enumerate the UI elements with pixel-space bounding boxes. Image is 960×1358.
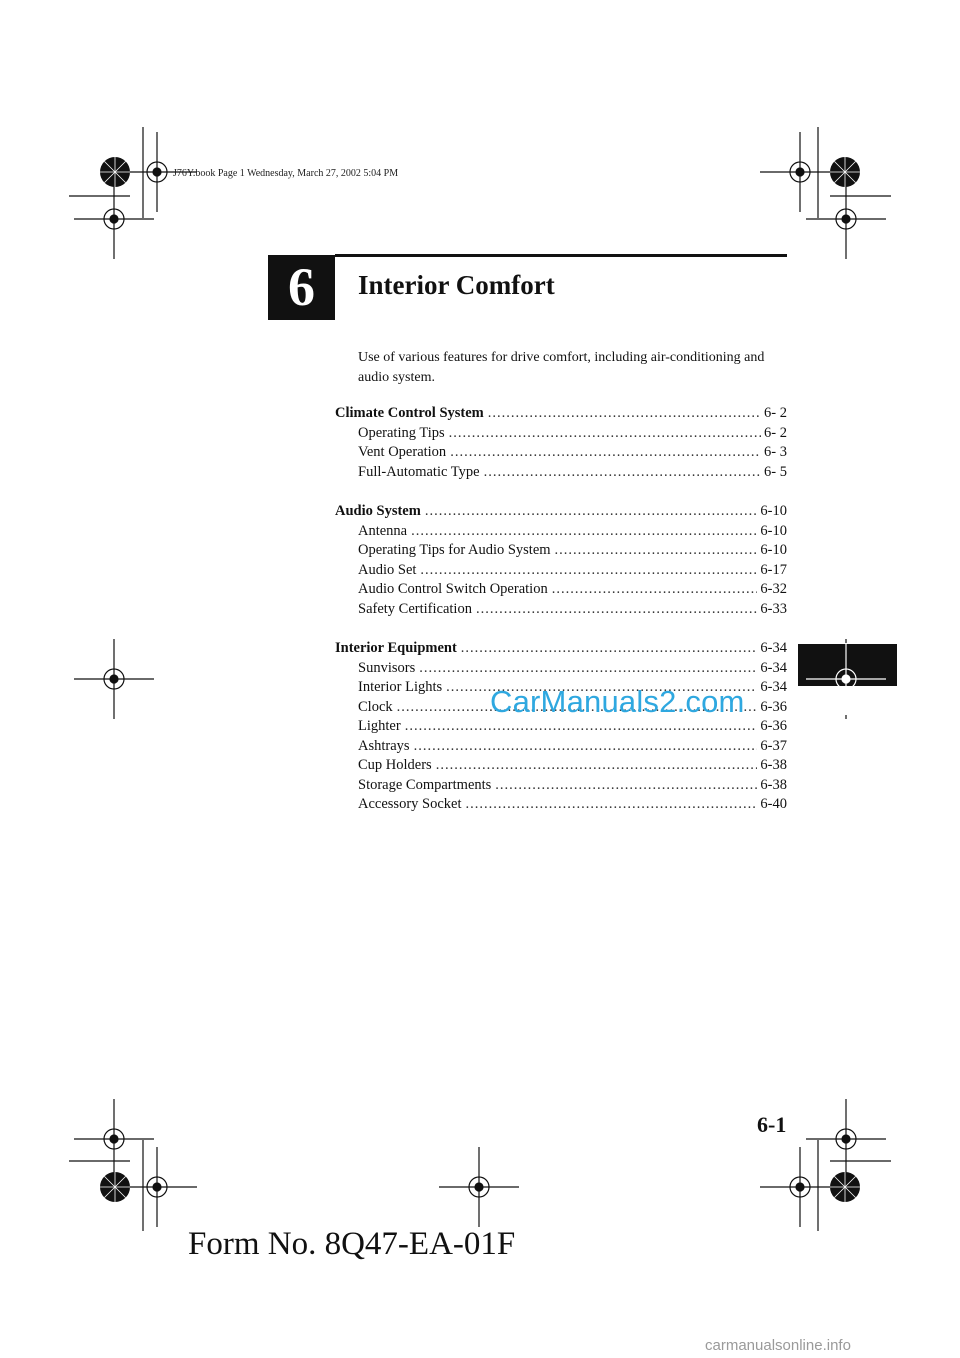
book-file-header: J76Y.book Page 1 Wednesday, March 27, 2002 5:04 PM (173, 168, 399, 179)
toc-leader-dots (420, 561, 757, 581)
chapter-side-tab (798, 644, 897, 686)
crosshair-target-lower-left (74, 1099, 154, 1179)
toc-leader-dots (411, 522, 757, 542)
toc-leader-dots (476, 600, 757, 620)
toc-leader-dots (425, 502, 758, 522)
toc-page: 6-34 (760, 679, 787, 695)
toc-page: 6-38 (760, 757, 787, 773)
toc-leader-dots (414, 737, 758, 757)
toc-item-title: Operating Tips for Audio System (358, 542, 551, 558)
toc-item[interactable] (335, 522, 787, 542)
toc-leader-dots (552, 580, 758, 600)
toc-item[interactable] (335, 463, 787, 483)
toc-item[interactable] (335, 795, 787, 815)
toc-page: 6-32 (760, 581, 787, 597)
toc-page: 6-10 (760, 542, 787, 558)
toc-item[interactable] (335, 659, 787, 679)
toc-heading-title: Climate Control System (335, 405, 484, 421)
toc-section-climate (335, 404, 787, 482)
toc-page: 6- 5 (764, 463, 787, 480)
toc-heading[interactable] (335, 639, 787, 659)
toc-page: 6-33 (760, 600, 787, 617)
toc-leader-dots (436, 756, 758, 776)
toc-leader-dots (419, 659, 757, 679)
toc-item[interactable] (335, 600, 787, 620)
crosshair-target-mid-left (74, 639, 154, 719)
toc-item[interactable] (335, 756, 787, 776)
toc-item[interactable] (335, 443, 787, 463)
toc-page: 6-34 (760, 659, 787, 676)
table-of-contents (335, 404, 787, 835)
toc-item-title: Accessory Socket (358, 796, 462, 812)
toc-item[interactable] (335, 541, 787, 561)
toc-page: 6- 2 (764, 405, 787, 421)
toc-page: 6-38 (760, 776, 787, 793)
crosshair-target-top-right (760, 132, 840, 212)
toc-item-title: Interior Lights (358, 679, 443, 695)
toc-leader-dots (461, 639, 758, 659)
toc-heading-title: Audio System (335, 503, 421, 519)
toc-leader-dots (449, 424, 761, 444)
toc-leader-dots (465, 795, 757, 815)
toc-leader-dots (484, 463, 761, 483)
toc-page: 6- 3 (764, 444, 787, 460)
toc-page: 6- 2 (764, 424, 787, 441)
toc-leader-dots (488, 404, 761, 424)
form-number: Form No. 8Q47-EA-01F (188, 1226, 516, 1262)
watermark-text: CarManuals2.com (490, 684, 745, 719)
toc-item-title: Vent Operation (358, 444, 447, 460)
toc-item-title: Cup Holders (358, 757, 432, 773)
toc-section-audio (335, 502, 787, 619)
toc-item-title: Ashtrays (358, 737, 410, 754)
toc-page: 6-36 (760, 718, 787, 734)
crosshair-target-upper-left (74, 179, 154, 259)
crosshair-target-bottom-right (760, 1147, 840, 1227)
toc-item-title: Safety Certification (358, 600, 472, 617)
toc-heading-title: Interior Equipment (335, 640, 457, 656)
toc-item[interactable] (335, 561, 787, 581)
toc-item-title: Operating Tips (358, 424, 445, 441)
toc-item[interactable] (335, 424, 787, 444)
toc-section-interior-equipment (335, 639, 787, 815)
crosshair-target-bottom-center (439, 1147, 519, 1227)
toc-leader-dots (555, 541, 758, 561)
toc-item[interactable] (335, 776, 787, 796)
toc-page: 6-17 (760, 561, 787, 578)
toc-leader-dots (495, 776, 757, 796)
toc-item-title: Audio Control Switch Operation (358, 581, 548, 597)
chapter-title: Interior Comfort (358, 270, 555, 300)
toc-page: 6-10 (760, 522, 787, 539)
toc-item-title: Audio Set (358, 561, 417, 578)
toc-page: 6-40 (760, 796, 787, 812)
toc-page: 6-10 (760, 503, 787, 519)
toc-item-title: Antenna (358, 522, 408, 539)
chapter-number-badge: 6 (268, 255, 335, 320)
toc-item-title: Clock (358, 698, 393, 715)
toc-item[interactable] (335, 580, 787, 600)
site-footer-text: carmanualsonline.info (705, 1337, 851, 1354)
toc-leader-dots (450, 443, 761, 463)
toc-heading[interactable] (335, 502, 787, 522)
page-number: 6-1 (757, 1112, 787, 1137)
chapter-intro: Use of various features for drive comfort, including air-conditioning and audio system. (358, 350, 765, 385)
toc-item[interactable] (335, 737, 787, 757)
toc-item-title: Storage Compartments (358, 776, 492, 793)
toc-page: 6-37 (760, 737, 787, 754)
toc-item-title: Sunvisors (358, 659, 416, 676)
toc-item-title: Lighter (358, 718, 401, 734)
toc-page: 6-36 (760, 698, 787, 715)
toc-heading[interactable] (335, 404, 787, 424)
toc-page: 6-34 (760, 640, 787, 656)
toc-item-title: Full-Automatic Type (358, 463, 480, 480)
chapter-title-rule (335, 254, 787, 257)
